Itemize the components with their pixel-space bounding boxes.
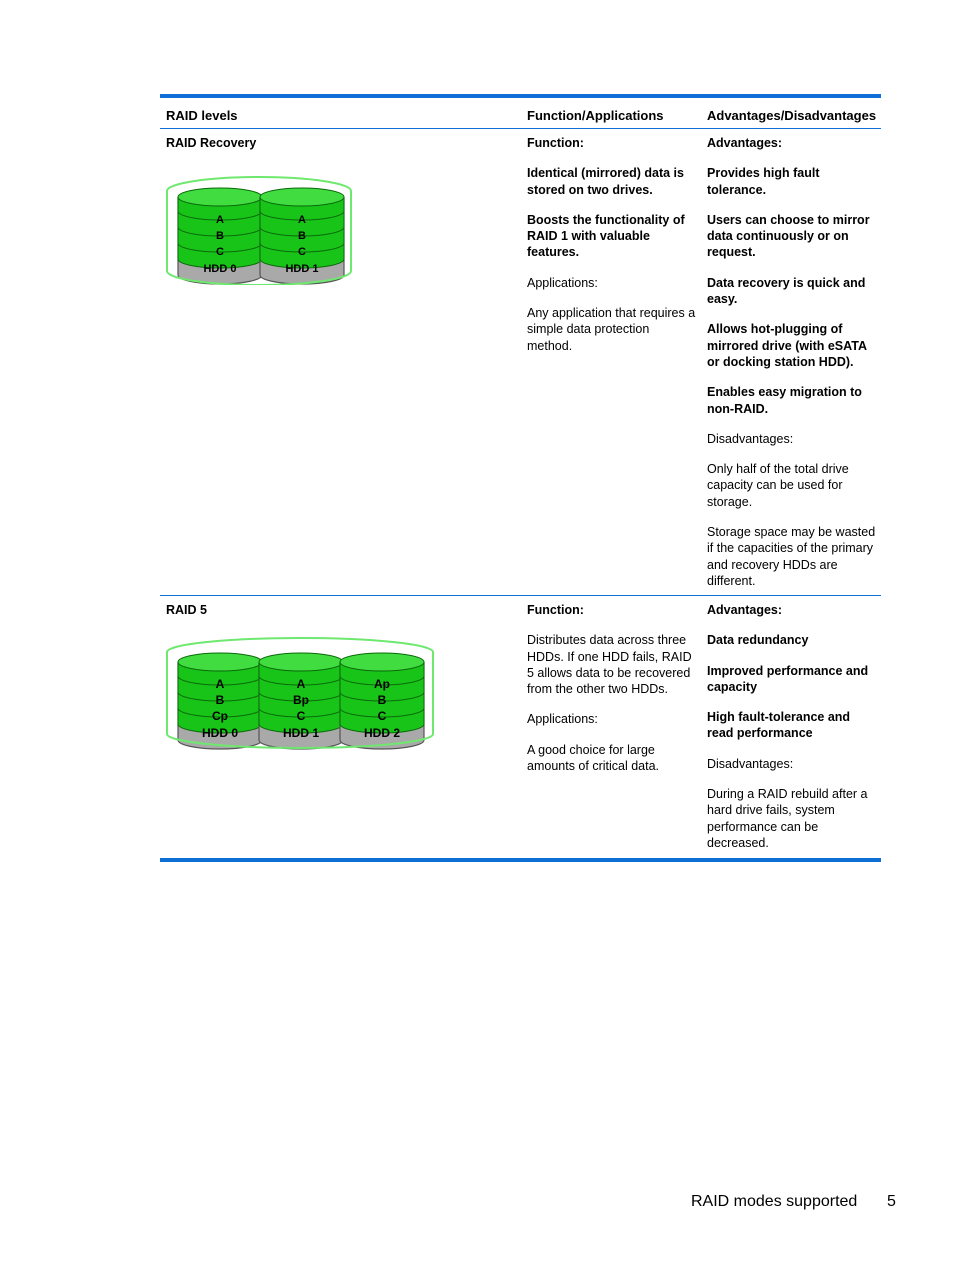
raid-level-name: RAID 5 (166, 603, 207, 617)
block-label: C (298, 246, 306, 258)
function-item: Boosts the functionality of RAID 1 with valuable features. (527, 212, 685, 260)
raid-recovery-diagram (164, 169, 354, 285)
advantage-item: Provides high fault tolerance. (707, 166, 820, 197)
advantage-item: Users can choose to mirror data continuously or on request. (707, 212, 870, 260)
footer-section-title: RAID modes supported (691, 1193, 858, 1210)
block-label: Ap (374, 677, 390, 691)
hdd-drive (178, 188, 262, 284)
block-label: B (215, 693, 225, 707)
function-item: Identical (mirrored) data is stored on two drives. (527, 166, 684, 197)
header-advantages-disadvantages: Advantages/Disadvantages (707, 108, 877, 123)
drive-label: HDD 1 (282, 726, 320, 740)
block-label: C (216, 246, 224, 258)
table-row-raid-5 (160, 596, 881, 858)
drive-label: HDD 2 (363, 726, 401, 740)
advantages-label: Advantages: (707, 603, 783, 617)
raid-level-name: RAID Recovery (166, 136, 257, 150)
applications-item: A good choice for large amounts of critical data. (527, 742, 660, 774)
raid-5-diagram (164, 634, 436, 750)
raid-level-cell (166, 135, 516, 165)
advantage-item: Enables easy migration to non-RAID. (707, 385, 862, 416)
drive-label: HDD 0 (201, 726, 239, 740)
block-label: Bp (293, 693, 309, 707)
advantage-item: Data redundancy (707, 633, 809, 648)
block-label: B (377, 693, 387, 707)
table-header-row (160, 98, 881, 129)
block-label: A (298, 214, 306, 226)
block-label: A (215, 677, 225, 691)
hdd-drive (340, 653, 424, 749)
disadvantages-label: Disadvantages: (707, 756, 794, 771)
block-label: A (296, 677, 306, 691)
advantages-cell (707, 602, 879, 865)
applications-label: Applications: (527, 275, 598, 290)
disadvantage-item: Storage space may be wasted if the capacities of the primary and recovery HDDs are different. (707, 525, 876, 588)
table-row-raid-recovery (160, 129, 881, 596)
raid-levels-table (160, 94, 881, 862)
advantages-label: Advantages: (707, 136, 783, 150)
block-label: B (298, 230, 306, 242)
function-cell (527, 135, 697, 368)
applications-item: Any application that requires a simple data protection method. (527, 306, 696, 353)
block-label: B (216, 230, 224, 242)
hdd-drive (178, 653, 262, 749)
disadvantage-item: During a RAID rebuild after a hard drive fails, system performance can be decreased. (707, 787, 868, 850)
function-label: Function: (527, 603, 584, 617)
block-label: Cp (212, 709, 228, 723)
function-item: Distributes data across three HDDs. If one HDD fails, RAID 5 allows data to be recovered from the other two HDDs. (527, 633, 692, 697)
block-label: C (296, 709, 306, 723)
disadvantage-item: Only half of the total drive capacity can be used for storage. (707, 462, 849, 509)
drive-label: HDD 1 (285, 263, 319, 275)
header-raid-levels: RAID levels (166, 108, 238, 123)
hdd-drive (260, 188, 344, 284)
advantage-item: High fault-tolerance and read performance (707, 710, 851, 741)
disadvantages-label: Disadvantages: (707, 431, 794, 446)
footer-page-number: 5 (887, 1193, 896, 1210)
advantages-cell (707, 135, 879, 603)
advantage-item: Data recovery is quick and easy. (707, 275, 866, 307)
advantage-item: Allows hot-plugging of mirrored drive (with eSATA or docking station HDD). (707, 322, 867, 369)
function-cell (527, 602, 697, 788)
block-label: C (377, 709, 387, 723)
header-function-applications: Function/Applications (527, 108, 664, 123)
advantage-item: Improved performance and capacity (707, 663, 869, 694)
raid-level-cell (166, 602, 516, 632)
hdd-drive (259, 653, 343, 749)
applications-label: Applications: (527, 712, 598, 727)
drive-label: HDD 0 (203, 263, 237, 275)
function-label: Function: (527, 136, 584, 150)
block-label: A (216, 214, 224, 226)
